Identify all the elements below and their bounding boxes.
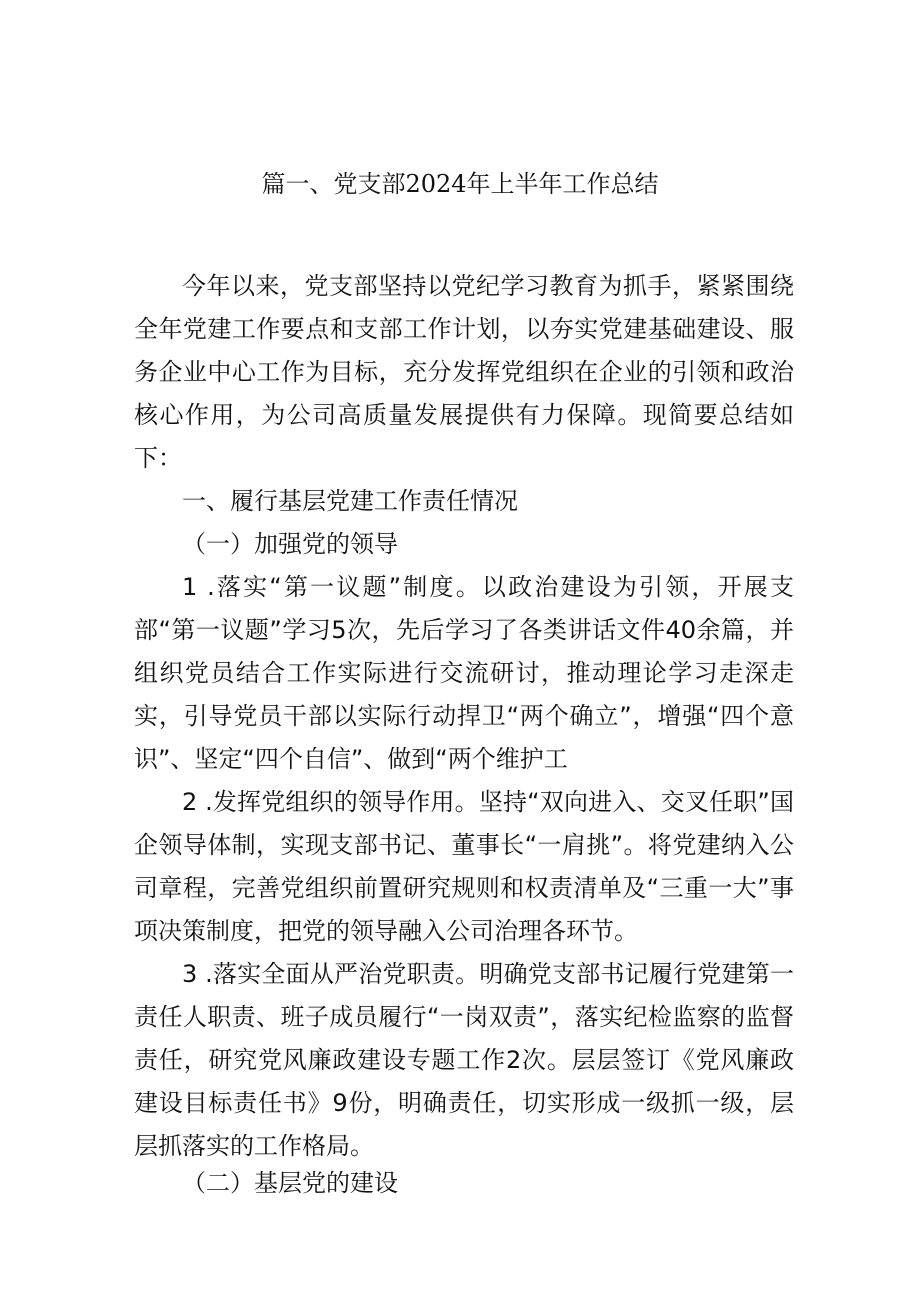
- section-heading-1: 一、履行基层党建工作责任情况: [182, 487, 518, 515]
- document-title: 篇一、党支部2024年上半年工作总结: [261, 170, 659, 198]
- item-paragraph-1: 1 .落实“第一议题”制度。以政治建设为引领，开展支部“第一议题”学习5次，先后学习了各类讲话文件40余篇，并组织党员结合工作实际进行交流研讨，推动理论学习走深走实，引导党员干部以实际行动捍卫“两个确立”，增强“四个意识”、坚定“四个自信”、做到“两个维护工: [134, 573, 794, 773]
- document-body: [134, 265, 794, 1168]
- document-body-continued: [134, 1162, 794, 1205]
- intro-paragraph: 今年以来，党支部坚持以党纪学习教育为抓手，紧紧围绕全年党建工作要点和支部工作计划，以夯实党建基础建设、服务企业中心工作为目标，充分发挥党组织在企业的引领和政治核心作用，为公司高质量发展提供有力保障。现简要总结如下：: [134, 272, 794, 472]
- item-paragraph-3: 3 .落实全面从严治党职责。明确党支部书记履行党建第一责任人职责、班子成员履行“一岗双责”，落实纪检监察的监督责任，研究党风廉政建设专题工作2次。层层签订《党风廉政建设目标责任书》9份，明确责任，切实形成一级抓一级，层层抓落实的工作格局。: [134, 960, 794, 1160]
- item-paragraph-2: 2 .发挥党组织的领导作用。坚持“双向进入、交叉任职”国企领导体制，实现支部书记、董事长“一肩挑”。将党建纳入公司章程，完善党组织前置研究规则和权责清单及“三重一大”事项决策制度，把党的领导融入公司治理各环节。: [134, 788, 794, 945]
- subsection-heading-2: （二）基层党的建设: [182, 1169, 398, 1197]
- subsection-heading-1: （一）加强党的领导: [182, 530, 398, 558]
